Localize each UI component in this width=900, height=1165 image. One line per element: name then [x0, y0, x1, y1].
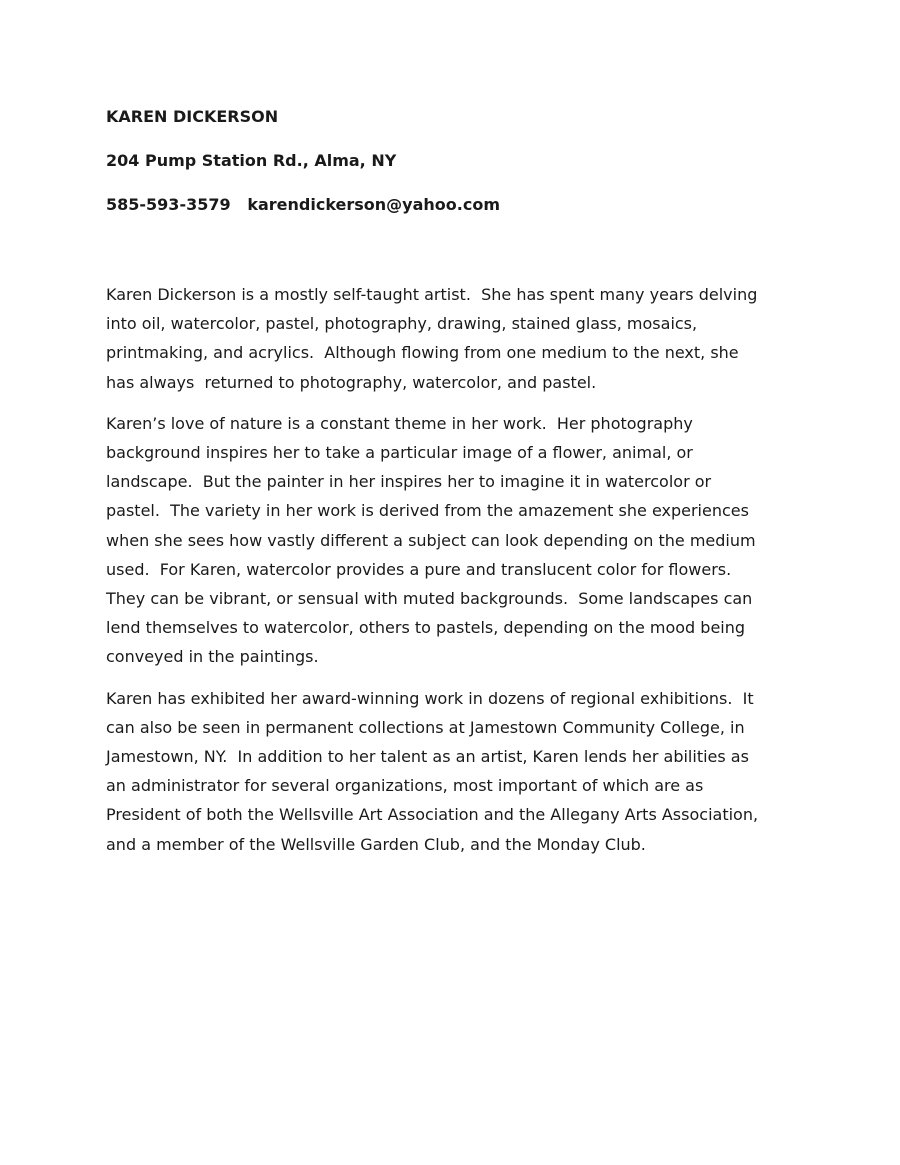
text-line: Karen’s love of nature is a constant theme in her work. Her photography — [106, 413, 693, 433]
text-line: President of both the Wellsville Art Association and the Allegany Arts Association, — [106, 805, 759, 825]
bio-paragraph-2 — [106, 409, 796, 672]
text-line: printmaking, and acrylics. Although flowing from one medium to the next, she — [106, 343, 739, 363]
text-line: into oil, watercolor, pastel, photography, drawing, stained glass, mosaics, — [106, 314, 698, 334]
contact-header — [106, 106, 806, 238]
text-line: background inspires her to take a particular image of a flower, animal, or — [106, 443, 693, 463]
text-line: conveyed in the paintings. — [106, 647, 319, 667]
text-line: They can be vibrant, or sensual with muted backgrounds. Some landscapes can — [106, 589, 753, 609]
phone-number: 585-593-3579 — [106, 195, 231, 214]
text-line: pastel. The variety in her work is derived from the amazement she experiences — [106, 501, 749, 521]
address: 204 Pump Station Rd., Alma, NY — [106, 151, 397, 170]
text-line: when she sees how vastly different a subject can look depending on the medium — [106, 530, 756, 550]
contact-line — [106, 194, 806, 216]
text-line: landscape. But the painter in her inspires her to imagine it in watercolor or — [106, 472, 712, 492]
bio-paragraph-3 — [106, 684, 796, 859]
text-line: used. For Karen, watercolor provides a pure and translucent color for flowers. — [106, 559, 732, 579]
text-line: Karen has exhibited her award-winning work in dozens of regional exhibitions. It — [106, 688, 754, 708]
biography — [106, 280, 796, 871]
email-address: karendickerson@yahoo.com — [247, 195, 501, 214]
bio-paragraph-1 — [106, 280, 796, 397]
text-line: an administrator for several organizations, most important of which are as — [106, 776, 704, 796]
text-line: can also be seen in permanent collections at Jamestown Community College, in — [106, 717, 745, 737]
text-line: Karen Dickerson is a mostly self-taught artist. She has spent many years delving — [106, 285, 758, 304]
text-line: Jamestown, NY. In addition to her talent as an artist, Karen lends her abilities as — [106, 747, 749, 767]
artist-name: KAREN DICKERSON — [106, 107, 279, 126]
text-line: lend themselves to watercolor, others to pastels, depending on the mood being — [106, 618, 746, 638]
text-line: and a member of the Wellsville Garden Club, and the Monday Club. — [106, 834, 646, 854]
text-line: has always returned to photography, watercolor, and pastel. — [106, 372, 597, 392]
